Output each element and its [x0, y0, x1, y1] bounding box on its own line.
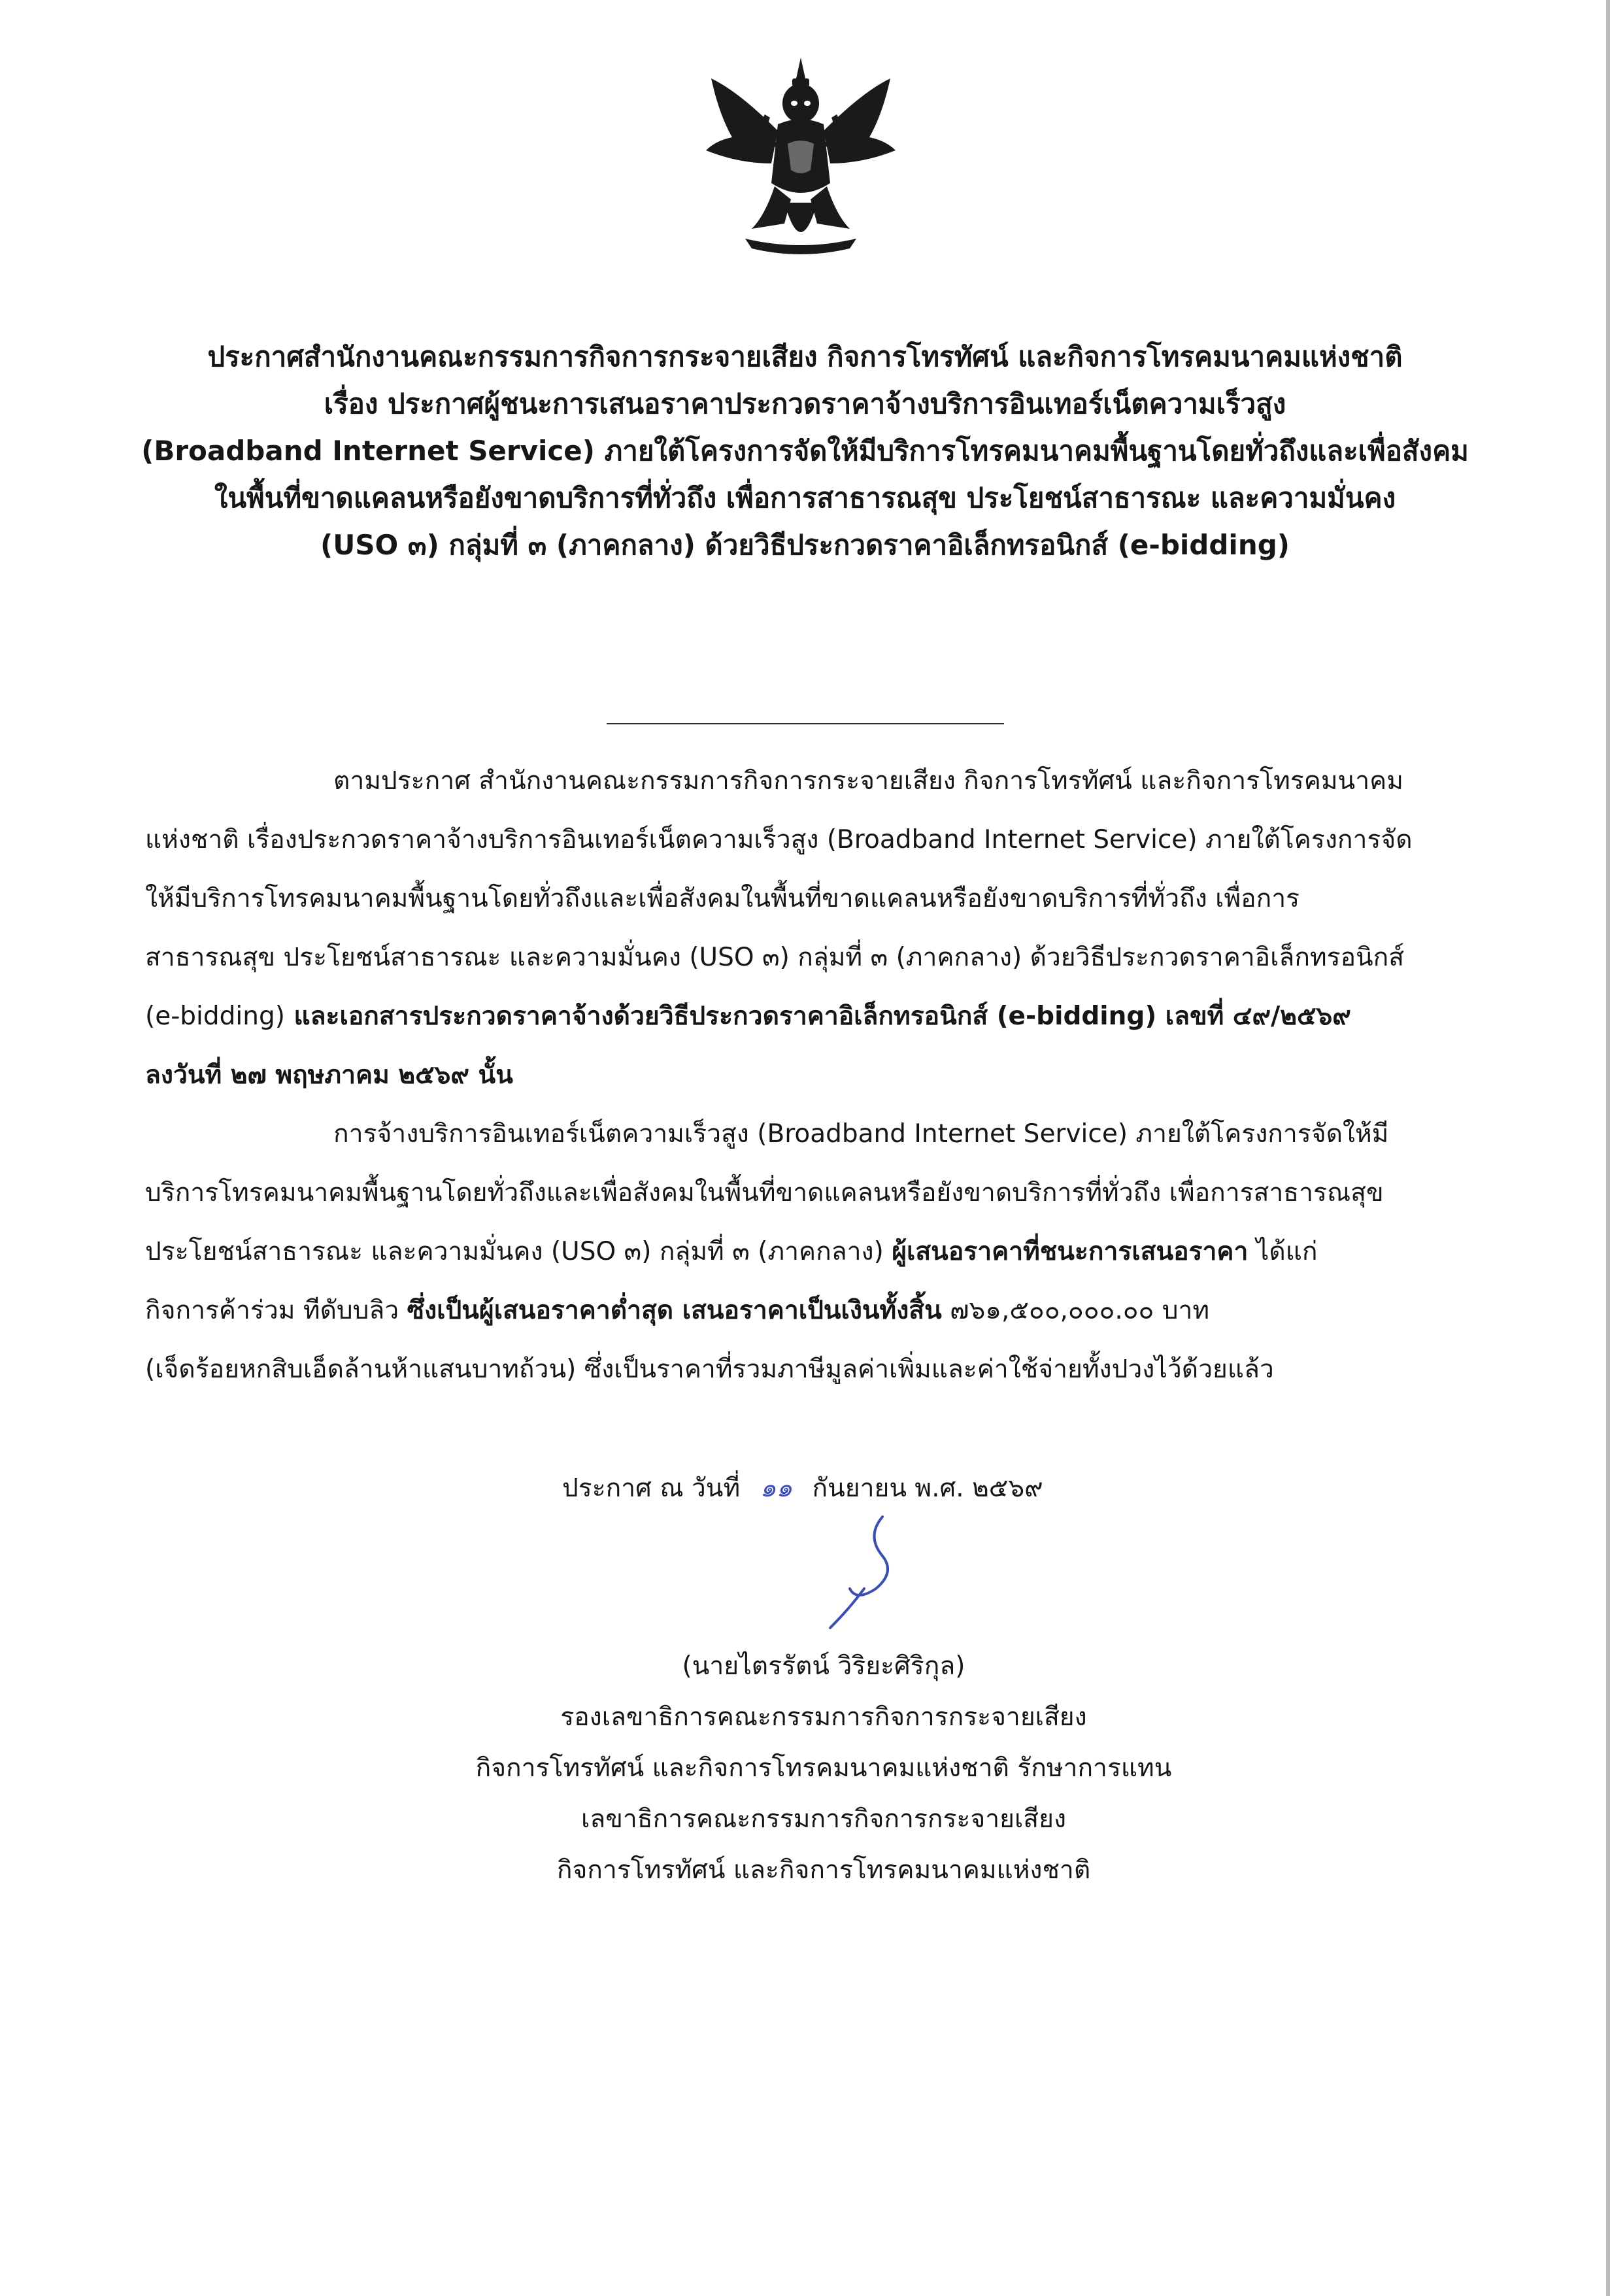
- date-prefix: ประกาศ ณ วันที่: [562, 1474, 741, 1503]
- para1-line-5a: (e-bidding): [145, 1002, 285, 1031]
- para1-line-4: สาธารณสุข ประโยชน์สาธารณะ และความมั่นคง (USO ๓) กลุ่มที่ ๓ (ภาคกลาง) ด้วยวิธีประกวดราคาอิเล็กทรอนิกส์: [145, 943, 1405, 972]
- announcement-body: [145, 752, 1472, 1399]
- garuda-emblem: [693, 52, 909, 268]
- title-line-1: ประกาศสำนักงานคณะกรรมการกิจการกระจายเสียง กิจการโทรทัศน์ และกิจการโทรคมนาคมแห่งชาติ: [207, 341, 1403, 373]
- signer-name: (นายไตรรัตน์ วิริยะศิริกุล): [682, 1651, 965, 1681]
- scan-edge: [1606, 0, 1610, 2296]
- announcement-title: [118, 333, 1492, 569]
- signer-title-1: รองเลขาธิการคณะกรรมการกิจการกระจายเสียง: [560, 1702, 1087, 1732]
- para1-line-1: ตามประกาศ สำนักงานคณะกรรมการกิจการกระจายเสียง กิจการโทรทัศน์ และกิจการโทรคมนาคม: [333, 766, 1403, 796]
- para1-line-5: [145, 987, 1472, 1046]
- para2-line-5: (เจ็ดร้อยหกสิบเอ็ดล้านห้าแสนบาทถ้วน) ซึ่งเป็นราคาที่รวมภาษีมูลค่าเพิ่มและค่าใช้จ่ายทั้งปวงไว้ด้วยแล้ว: [145, 1355, 1274, 1384]
- signature-mark: [804, 1510, 915, 1634]
- para1-line-2: แห่งชาติ เรื่องประกวดราคาจ้างบริการอินเทอร์เน็ตความเร็วสูง (Broadband Internet Service) ภายใต้โครงการจัด: [145, 825, 1413, 854]
- para2-line-3c: ได้แก่: [1248, 1237, 1318, 1266]
- para2-line-2: บริการโทรคมนาคมพื้นฐานโดยทั่วถึงและเพื่อสังคมในพื้นที่ขาดแคลนหรือยังขาดบริการที่ทั่วถึง เพื่อการสาธารณสุข: [145, 1178, 1384, 1207]
- date-day: ๑๑: [760, 1474, 793, 1503]
- title-line-3: (Broadband Internet Service) ภายใต้โครงการจัดให้มีบริการโทรคมนาคมพื้นฐานโดยทั่วถึงและเพื่อสังคม: [141, 435, 1469, 467]
- para2-line-3b: ผู้เสนอราคาที่ชนะการเสนอราคา: [892, 1237, 1249, 1266]
- para2-line-4a: กิจการค้าร่วม ทีดับบลิว: [145, 1296, 407, 1325]
- para2-line-1: การจ้างบริการอินเทอร์เน็ตความเร็วสูง (Broadband Internet Service) ภายใต้โครงการจัดให้มี: [333, 1119, 1389, 1149]
- signer-block: [366, 1641, 1281, 1896]
- announcement-date: [562, 1468, 1043, 1508]
- para1-line-5b: และเอกสารประกวดราคาจ้างด้วยวิธีประกวดราคาอิเล็กทรอนิกส์ (e-bidding) เลขที่ ๔๙/๒๕๖๙: [284, 1002, 1351, 1031]
- title-divider: [607, 723, 1004, 724]
- para2-line-3: [145, 1223, 1472, 1281]
- title-line-4: ในพื้นที่ขาดแคลนหรือยังขาดบริการที่ทั่วถึง เพื่อการสาธารณสุข ประโยชน์สาธารณะ และความมั่นคง: [214, 482, 1396, 514]
- para1-line-3: ให้มีบริการโทรคมนาคมพื้นฐานโดยทั่วถึงและเพื่อสังคมในพื้นที่ขาดแคลนหรือยังขาดบริการที่ทั่วถึง เพื่อการ: [145, 884, 1300, 913]
- para2-line-4: [145, 1281, 1472, 1340]
- para2-line-3a: ประโยชน์สาธารณะ และความมั่นคง (USO ๓) กลุ่มที่ ๓ (ภาคกลาง): [145, 1237, 892, 1266]
- para2-line-4c: ๗๖๑,๕๐๐,๐๐๐.๐๐ บาท: [941, 1296, 1210, 1325]
- para1-line-6: ลงวันที่ ๒๗ พฤษภาคม ๒๕๖๙ นั้น: [145, 1060, 513, 1090]
- signer-title-2: กิจการโทรทัศน์ และกิจการโทรคมนาคมแห่งชาติ รักษาการแทน: [475, 1753, 1172, 1783]
- para2-line-4b: ซึ่งเป็นผู้เสนอราคาต่ำสุด เสนอราคาเป็นเงินทั้งสิ้น: [407, 1296, 942, 1325]
- date-suffix: กันยายน พ.ศ. ๒๕๖๙: [812, 1474, 1043, 1503]
- title-line-2: เรื่อง ประกาศผู้ชนะการเสนอราคาประกวดราคาจ้างบริการอินเทอร์เน็ตความเร็วสูง: [324, 388, 1286, 420]
- title-line-5: (USO ๓) กลุ่มที่ ๓ (ภาคกลาง) ด้วยวิธีประกวดราคาอิเล็กทรอนิกส์ (e-bidding): [320, 529, 1290, 561]
- signer-title-4: กิจการโทรทัศน์ และกิจการโทรคมนาคมแห่งชาติ: [556, 1855, 1091, 1885]
- signer-title-3: เลขาธิการคณะกรรมการกิจการกระจายเสียง: [580, 1804, 1066, 1834]
